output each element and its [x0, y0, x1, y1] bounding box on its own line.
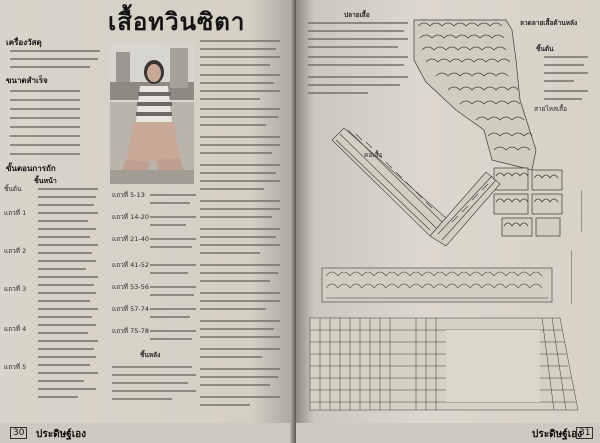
row-label: แถวที่ 41-52 — [112, 261, 150, 269]
text-line — [150, 238, 196, 240]
text-line — [200, 136, 280, 138]
text-line — [200, 300, 280, 302]
text-line — [112, 390, 196, 392]
text-line — [200, 376, 278, 378]
text-line — [38, 300, 90, 302]
text-line — [38, 372, 98, 374]
text-line — [112, 382, 188, 384]
text-line — [38, 252, 92, 254]
text-line — [38, 340, 98, 342]
diagram-note: ปลายเสื้อ — [344, 11, 370, 19]
text-line — [544, 98, 582, 100]
text-line — [544, 90, 588, 92]
text-line — [38, 196, 96, 198]
text-line — [200, 144, 280, 146]
svg-text:———————: ——————— — [578, 190, 585, 232]
text-line — [200, 272, 278, 274]
text-line — [10, 50, 100, 52]
step-label: ชิ้นต้น — [4, 185, 22, 193]
magazine-brand: ประดิษฐ์เอง — [36, 429, 86, 440]
row-label: แถวที่ 2 — [4, 247, 27, 255]
text-line — [38, 316, 92, 318]
row-label: แถวที่ 75-78 — [112, 327, 150, 335]
magazine-brand: ประดิษฐ์เอง — [532, 429, 582, 440]
text-line — [38, 324, 96, 326]
text-line — [200, 244, 280, 246]
row-label: แถวที่ 53-56 — [112, 283, 150, 291]
text-line — [544, 56, 588, 58]
text-line — [200, 356, 262, 358]
left-footer — [0, 423, 296, 443]
text-line — [200, 280, 270, 282]
sizes-heading: ขนาดสำเร็จ — [6, 76, 48, 85]
text-line — [200, 308, 266, 310]
text-line — [150, 308, 196, 310]
text-line — [38, 284, 94, 286]
text-line — [38, 220, 88, 222]
text-line — [150, 246, 192, 248]
text-line — [10, 135, 80, 137]
text-line — [150, 330, 196, 332]
text-line — [10, 117, 80, 119]
diagram-column-label: ชิ้นต้น — [536, 45, 554, 53]
text-line — [150, 264, 196, 266]
text-line — [150, 194, 196, 196]
text-line — [38, 204, 94, 206]
page-title: เสื้อทวินซิตา — [108, 7, 246, 36]
text-line — [200, 336, 280, 338]
text-line — [150, 202, 190, 204]
shoulder-chart — [414, 20, 536, 170]
page-number: 30 — [10, 427, 27, 439]
text-line — [200, 98, 260, 100]
text-line — [112, 366, 192, 368]
text-line — [200, 172, 276, 174]
row-label: แถวที่ 4 — [4, 325, 27, 333]
text-line — [200, 216, 272, 218]
text-line — [150, 286, 196, 288]
text-line — [544, 80, 574, 82]
text-line — [150, 316, 190, 318]
text-line — [38, 260, 96, 262]
text-line — [38, 364, 90, 366]
text-line — [200, 164, 280, 166]
text-line — [150, 338, 192, 340]
front-heading: ชิ้นหน้า — [34, 177, 57, 185]
text-line — [10, 108, 80, 110]
waist-band-chart — [322, 268, 552, 302]
text-line — [200, 74, 280, 76]
row-label: แถวที่ 5 — [4, 363, 27, 371]
page-number: 31 — [576, 427, 593, 439]
text-line — [38, 348, 94, 350]
text-line — [38, 276, 98, 278]
text-line — [200, 40, 280, 42]
text-line — [200, 320, 280, 322]
text-line — [200, 90, 280, 92]
fan-blocks — [494, 168, 562, 236]
row-label: แถวที่ 14-20 — [112, 213, 150, 221]
text-line — [200, 152, 272, 154]
diagram-label-note: ลวดลายเสื้อด้านหลัง — [520, 19, 578, 27]
text-line — [150, 216, 196, 218]
text-line — [38, 292, 96, 294]
text-line — [150, 224, 186, 226]
text-line — [200, 368, 280, 370]
left-page — [0, 0, 296, 443]
text-line — [10, 144, 80, 146]
text-line — [10, 126, 80, 128]
text-line — [200, 56, 280, 58]
text-line — [38, 308, 98, 310]
text-line — [200, 348, 280, 350]
text-line — [38, 236, 90, 238]
text-line — [10, 99, 80, 101]
diagram-label-sleeve: สายไหล่เสื้อ — [534, 105, 568, 113]
text-line — [200, 108, 280, 110]
text-line — [150, 272, 188, 274]
text-line — [38, 212, 98, 214]
text-line — [544, 64, 584, 66]
text-line — [10, 58, 98, 60]
model-photo — [110, 42, 194, 184]
body-grid-chart — [310, 318, 578, 410]
side-annotations — [568, 190, 585, 304]
text-line — [200, 236, 276, 238]
back-heading: ชิ้นหลัง — [140, 351, 161, 359]
right-page — [296, 0, 600, 443]
text-line — [200, 404, 250, 406]
row-label: แถวที่ 1 — [4, 209, 27, 217]
row-label: แถวที่ 3 — [4, 285, 27, 293]
text-line — [38, 396, 78, 398]
text-line — [38, 244, 98, 246]
text-line — [200, 396, 280, 398]
text-line — [112, 398, 172, 400]
text-line — [200, 208, 280, 210]
materials-block — [6, 36, 106, 185]
right-footer — [296, 423, 600, 443]
text-line — [38, 228, 96, 230]
text-line — [200, 228, 280, 230]
text-line — [38, 332, 88, 334]
text-line — [10, 90, 80, 92]
text-line — [200, 264, 280, 266]
neck-v-chart — [332, 128, 500, 246]
text-line — [200, 188, 264, 190]
text-line — [150, 294, 194, 296]
text-line — [200, 328, 274, 330]
method-heading: ขั้นตอนการถัก — [6, 164, 56, 173]
text-line — [200, 82, 274, 84]
text-line — [38, 388, 96, 390]
text-line — [200, 48, 276, 50]
row-label: แถวที่ 21-40 — [112, 235, 150, 243]
text-line — [200, 124, 266, 126]
text-line — [38, 380, 84, 382]
text-line — [200, 292, 280, 294]
text-line — [200, 64, 270, 66]
text-line — [38, 268, 86, 270]
row-label: แถวที่ 5-13 — [112, 191, 145, 199]
diagram-label-neck: คอเสื้อ — [364, 151, 383, 159]
text-line — [112, 374, 196, 376]
text-line — [200, 252, 260, 254]
materials-heading: เครื่องวัสดุ — [6, 38, 42, 47]
svg-text:—————————: ————————— — [568, 250, 575, 304]
text-line — [10, 153, 80, 155]
text-line — [544, 72, 588, 74]
text-line — [200, 384, 270, 386]
row-label: แถวที่ 57-74 — [112, 305, 150, 313]
text-line — [200, 180, 280, 182]
text-line — [38, 188, 98, 190]
text-line — [38, 356, 96, 358]
text-line — [10, 66, 90, 68]
text-line — [200, 116, 278, 118]
text-line — [200, 200, 280, 202]
